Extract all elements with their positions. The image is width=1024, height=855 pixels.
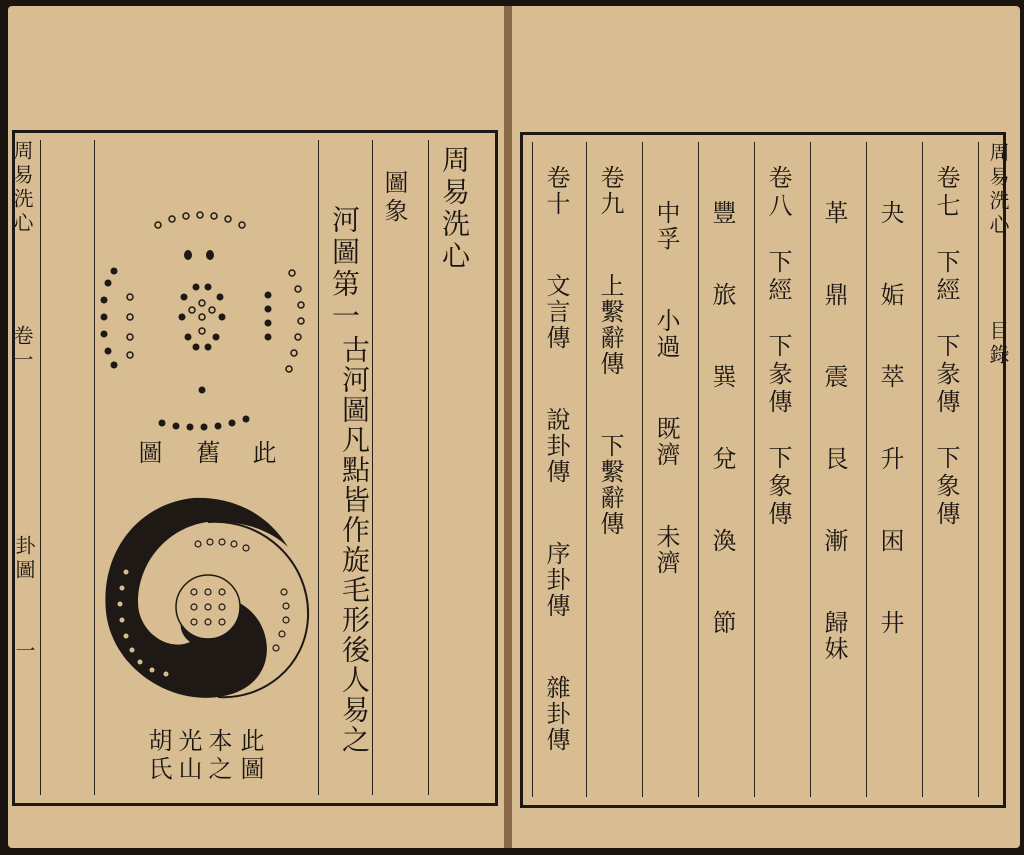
- toc-item: 艮: [820, 446, 848, 472]
- toc-column-4: [766, 165, 790, 529]
- toc-item: 雜卦傳: [542, 675, 570, 753]
- toc-item: 震: [820, 364, 848, 390]
- caption-new-line-2: 本之: [204, 728, 232, 784]
- toc-column-8: [544, 165, 568, 753]
- toc-column-2: [878, 200, 902, 636]
- toc-item: 下繫辭傳: [596, 433, 624, 537]
- toc-item: 下彖傳: [764, 333, 792, 417]
- right-column-rule: [810, 142, 811, 797]
- toc-item: 卷九: [596, 165, 624, 217]
- toc-item: 下彖傳: [932, 333, 960, 417]
- left-margin-volume: 卷一: [10, 325, 34, 373]
- toc-item: 上繫辭傳: [596, 273, 624, 377]
- toc-item: 豐: [708, 200, 736, 226]
- toc-item: 困: [876, 528, 904, 554]
- caption-new-line-1: 此圖: [236, 728, 264, 784]
- right-column-rule: [642, 142, 643, 797]
- toc-item: 歸妹: [820, 610, 848, 662]
- right-column-rule: [866, 142, 867, 797]
- hetu-swirl-diagram: [98, 492, 318, 712]
- right-margin-title: 周易洗心: [986, 142, 1010, 238]
- left-margin-title: 周易洗心: [10, 140, 34, 236]
- toc-column-6: [654, 200, 678, 576]
- body-text: 古河圖凡點皆作旋毛形後人易之: [338, 335, 371, 755]
- toc-item: 兌: [708, 446, 736, 472]
- toc-item: 下象傳: [764, 445, 792, 529]
- toc-item: 萃: [876, 364, 904, 390]
- toc-item: 姤: [876, 282, 904, 308]
- book-title: 周易洗心: [438, 145, 471, 273]
- toc-item: 中孚: [652, 200, 680, 252]
- toc-item: 卷七: [932, 165, 960, 221]
- left-column-rule: [94, 140, 95, 795]
- toc-item: 下經: [764, 249, 792, 305]
- toc-item: 小過: [652, 308, 680, 360]
- toc-column-3: [822, 200, 846, 662]
- caption-old-2: 舊: [192, 440, 220, 468]
- toc-item: 未濟: [652, 524, 680, 576]
- right-column-rule: [586, 142, 587, 797]
- toc-column-7: [598, 165, 622, 537]
- toc-item: 節: [708, 610, 736, 636]
- left-column-rule: [318, 140, 319, 795]
- toc-item: 既濟: [652, 416, 680, 468]
- caption-old-3: 圖: [134, 440, 162, 468]
- toc-item: 渙: [708, 528, 736, 554]
- toc-item: 旅: [708, 282, 736, 308]
- toc-item: 革: [820, 200, 848, 226]
- left-margin-section: 卦圖: [12, 535, 36, 583]
- toc-item: 鼎: [820, 282, 848, 308]
- toc-item: 下象傳: [932, 445, 960, 529]
- right-margin-label: 目錄: [986, 320, 1010, 368]
- right-column-rule: [922, 142, 923, 797]
- right-column-rule: [698, 142, 699, 797]
- toc-item: 卷八: [764, 165, 792, 221]
- right-column-rule: [532, 142, 533, 797]
- left-margin-rule: [40, 140, 41, 795]
- section-title: 圖象: [380, 170, 408, 226]
- right-margin-rule: [978, 142, 979, 797]
- caption-new-line-3: 光山: [174, 728, 202, 784]
- toc-item: 夬: [876, 200, 904, 226]
- right-column-rule: [754, 142, 755, 797]
- left-margin-page: 一: [12, 640, 36, 664]
- hetu-dot-diagram: [96, 205, 318, 435]
- toc-item: 漸: [820, 528, 848, 554]
- toc-item: 文言傳: [542, 273, 570, 351]
- toc-item: 井: [876, 610, 904, 636]
- toc-item: 說卦傳: [542, 407, 570, 485]
- toc-column-1: [934, 165, 958, 529]
- toc-item: 序卦傳: [542, 541, 570, 619]
- caption-old-1: 此: [248, 440, 276, 468]
- left-column-rule: [372, 140, 373, 795]
- toc-item: 卷十: [542, 165, 570, 217]
- heading-hetu: 河圖第一: [328, 205, 361, 333]
- toc-column-5: [710, 200, 734, 636]
- caption-new-line-4: 胡氏: [144, 728, 172, 784]
- toc-item: 下經: [932, 249, 960, 305]
- toc-item: 巽: [708, 364, 736, 390]
- toc-item: 升: [876, 446, 904, 472]
- left-column-rule: [428, 140, 429, 795]
